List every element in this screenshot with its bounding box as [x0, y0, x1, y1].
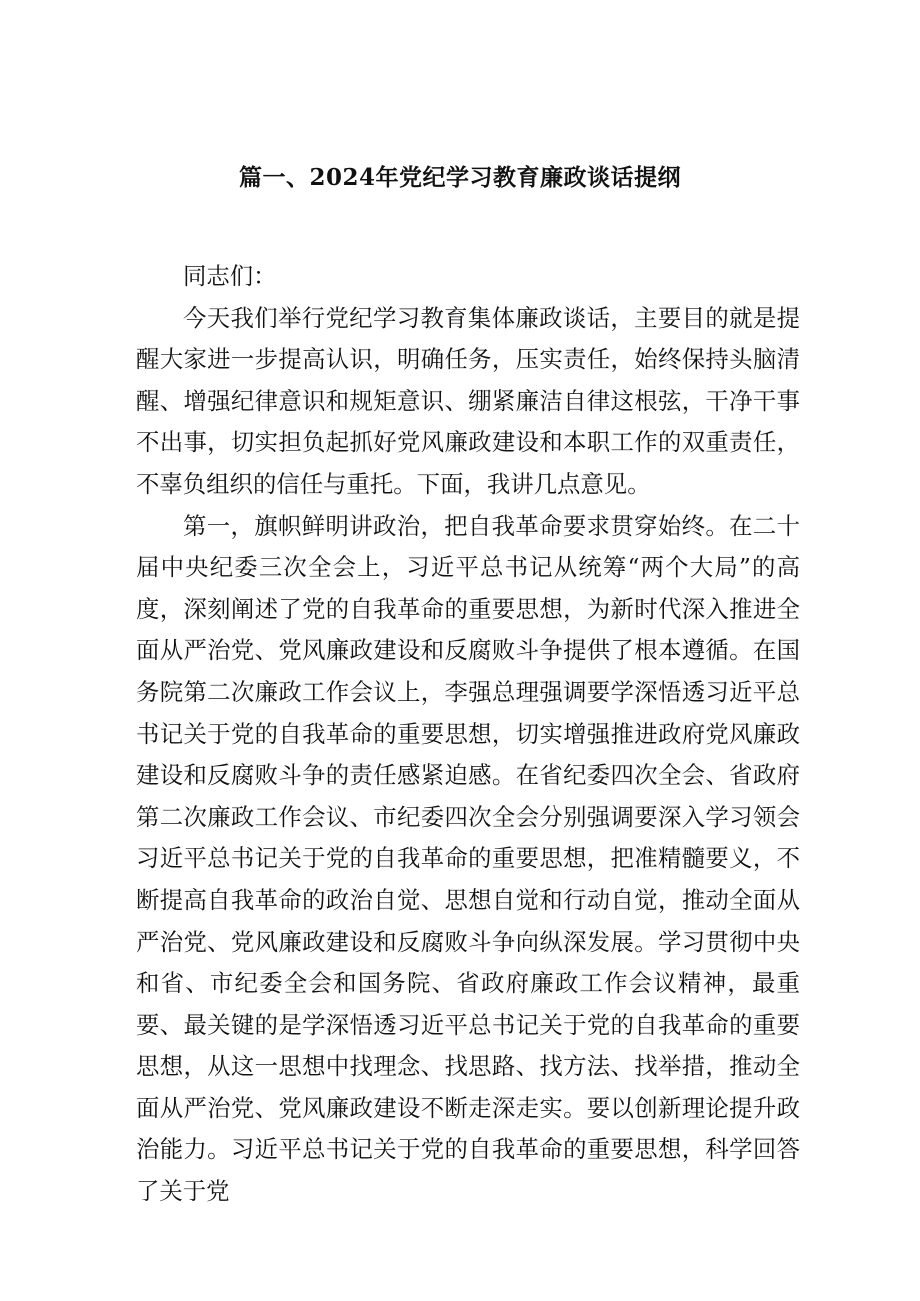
paragraph-first-point: 第一，旗帜鲜明讲政治，把自我革命要求贯穿始终。在二十届中央纪委三次全会上，习近平总书记从统筹“两个大局”的高度，深刻阐述了党的自我革命的重要思想，为新时代深入推进全面从严治党、党风廉政建设和反腐败斗争提供了根本遵循。在国务院第二次廉政工作会议上，李强总理强调要学深悟透习近平总书记关于党的自我革命的重要思想，切实增强推进政府党风廉政建设和反腐败斗争的责任感紧迫感。在省纪委四次全会、省政府第二次廉政工作会议、市纪委四次全会分别强调要深入学习领会习近平总书记关于党的自我革命的重要思想，把准精髓要义，不断提高自我革命的政治自觉、思想自觉和行动自觉，推动全面从严治党、党风廉政建设和反腐败斗争向纵深发展。学习贯彻中央和省、市纪委全会和国务院、省政府廉政工作会议精神，最重要、最关键的是学深悟透习近平总书记关于党的自我革命的重要思想，从这一思想中找理念、找思路、找方法、找举措，推动全面从严治党、党风廉政建设不断走深走实。要以创新理论提升政治能力。习近平总书记关于党的自我革命的重要思想，科学回答了关于党 [136, 511, 800, 1206]
paragraph-intro: 今天我们举行党纪学习教育集体廉政谈话，主要目的就是提醒大家进一步提高认识，明确任务，压实责任，始终保持头脑清醒、增强纪律意识和规矩意识、绷紧廉洁自律这根弦，干净干事不出事，切实担负起抓好党风廉政建设和本职工作的双重责任，不辜负组织的信任与重托。下面，我讲几点意见。 [136, 303, 800, 498]
salutation: 同志们： [183, 262, 277, 290]
document-body [136, 256, 800, 1213]
document-title: 篇一、2024年党纪学习教育廉政谈话提纲 [238, 164, 681, 191]
